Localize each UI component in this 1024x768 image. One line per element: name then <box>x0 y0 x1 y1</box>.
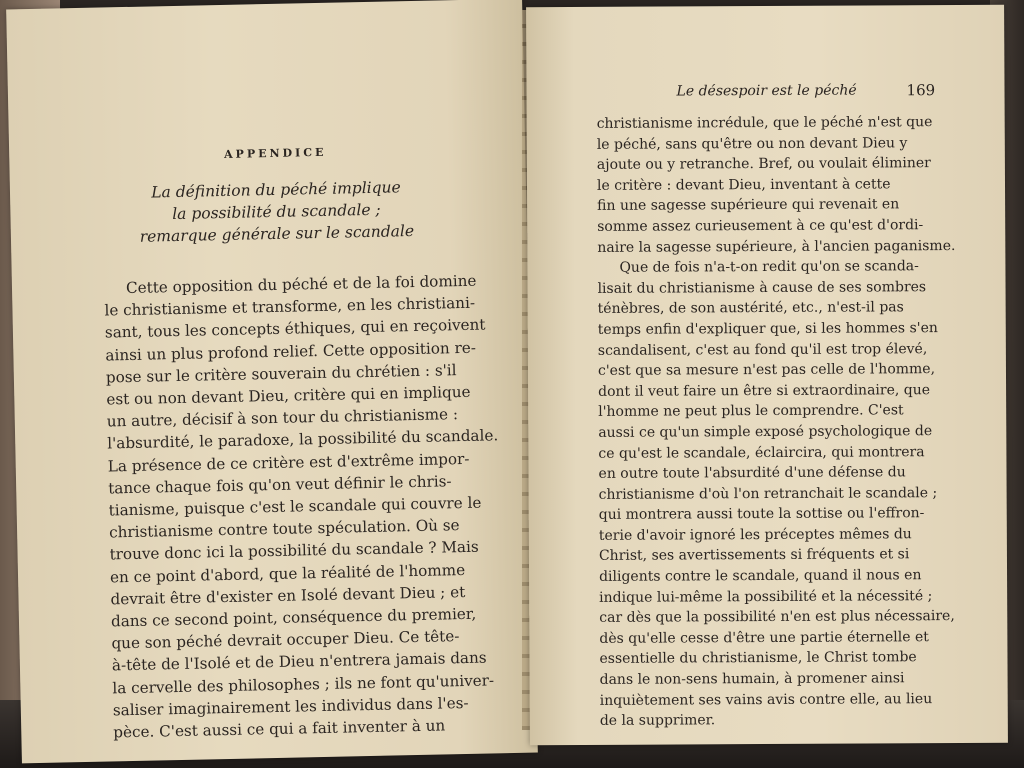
text-line: car dès que la possibilité n'en est plus nécessaire, <box>599 608 955 627</box>
text-line: devrait être d'exister en Isolé devant Dieu ; et <box>110 582 466 609</box>
text-line: le critère : devant Dieu, inventant à cette <box>596 176 891 194</box>
text-line: le péché, sans qu'être ou non devant Dieu y <box>596 134 908 153</box>
text-line: que son péché devrait occuper Dieu. Ce tête- <box>111 627 460 653</box>
left-body-text <box>104 269 505 743</box>
text-line: temps enfin d'expliquer que, si les hommes s'en <box>597 320 938 338</box>
text-line: lisait du christianisme à cause de ses sombres <box>597 278 927 297</box>
text-line: dans le non-sens humain, à promener ainsi <box>599 670 905 688</box>
text-line: Christ, ses avertissements si fréquents et si <box>598 546 910 565</box>
section-title <box>10 173 538 250</box>
text-line: inquiètement ses vains avis contre elle, au lieu <box>599 690 933 709</box>
text-line: dont il veut faire un être si extraordinaire, que <box>598 381 931 400</box>
page-number: 169 <box>906 81 936 100</box>
text-line: naire la sagesse supérieure, à l'ancien paganisme. <box>597 237 956 256</box>
text-line: La présence de ce critère est d'extrême impor- <box>107 449 470 476</box>
text-line: tianisme, puisque c'est le scandale qui couvre le <box>108 493 482 520</box>
text-line: l'homme ne peut plus le comprendre. C'est <box>598 402 904 421</box>
text-line: le christianisme et transforme, en les christiani- <box>104 293 476 320</box>
text-line: l'absurdité, le paradoxe, la possibilité du scandale. <box>107 426 499 453</box>
title-line: remarque générale sur le scandale <box>139 221 415 246</box>
text-line: en outre toute l'absurdité d'une défense du <box>598 464 906 482</box>
text-line: est ou non devant Dieu, critère qui en implique <box>106 382 471 409</box>
text-line: dès qu'elle cesse d'être une partie éternelle et <box>599 629 929 647</box>
text-line: tance chaque fois qu'on veut définir le chris- <box>108 472 452 498</box>
text-line: un autre, décisif à son tour du christianisme : <box>106 405 459 431</box>
text-line: diligents contre le scandale, quand il nous en <box>599 567 922 585</box>
text-line: christianisme incrédule, que le péché n'est que <box>596 114 933 132</box>
text-line: christianisme d'où l'on retranchait le scandale ; <box>598 484 938 503</box>
text-line: Que de fois n'a-t-on redit qu'on se scanda- <box>619 258 919 276</box>
section-label: APPENDICE <box>223 145 327 161</box>
text-line: terie d'avoir ignoré les préceptes mêmes du <box>598 526 912 544</box>
text-line: fin une sagesse supérieure qui revenait en <box>597 196 900 215</box>
text-line: la cervelle des philosophes ; ils ne font qu'univer- <box>112 671 495 698</box>
right-page <box>526 5 1008 745</box>
text-line: essentielle du christianisme, le Christ tombe <box>599 649 917 668</box>
text-line: ce qu'est le scandale, éclaircira, qui montrera <box>598 443 925 462</box>
text-line: qui montrera aussi toute la sottise ou l'effron- <box>598 505 925 524</box>
text-line: trouve donc ici la possibilité du scandale ? Mais <box>109 538 479 564</box>
text-line: dans ce second point, conséquence du premier, <box>110 604 477 631</box>
text-line: christianisme contre toute spéculation. Où se <box>108 516 460 542</box>
title-line: la possibilité du scandale ; <box>172 200 381 224</box>
text-line: ajoute ou y retranche. Bref, ou voulait éliminer <box>596 155 931 174</box>
running-head: Le désespoir est le péché <box>676 82 857 100</box>
text-line: à-tête de l'Isolé et de Dieu n'entrera jamais dans <box>111 649 487 675</box>
text-line: pèce. C'est aussi ce qui a fait inventer à un <box>113 716 446 742</box>
text-line: ainsi un plus profond relief. Cette opposition re- <box>105 338 477 365</box>
text-line: en ce point d'abord, que la réalité de l'homme <box>109 560 466 587</box>
text-line: saliser imaginairement les individus dans l'es- <box>112 693 469 720</box>
text-line: indique lui-même la possibilité et la nécessité ; <box>599 587 933 606</box>
text-line: pose sur le critère souverain du chrétien : s'il <box>105 360 457 387</box>
right-body-text <box>597 112 958 732</box>
left-page <box>6 0 538 763</box>
text-line: c'est que sa mesure n'est pas celle de l'homme, <box>597 361 936 380</box>
text-line: somme assez curieusement à ce qu'est d'ordi- <box>597 217 924 235</box>
title-line: La définition du péché implique <box>151 178 401 202</box>
text-line: aussi ce qu'un simple exposé psychologique de <box>598 423 933 441</box>
text-line: de la supprimer. <box>599 712 716 730</box>
text-line: ténèbres, de son austérité, etc., n'est-il pas <box>597 299 904 318</box>
text-line: scandalisent, c'est au fond qu'il est trop élevé, <box>597 340 928 359</box>
text-line: Cette opposition du péché et de la foi domine <box>125 271 477 298</box>
text-line: sant, tous les concepts éthiques, qui en reçoivent <box>104 315 486 342</box>
